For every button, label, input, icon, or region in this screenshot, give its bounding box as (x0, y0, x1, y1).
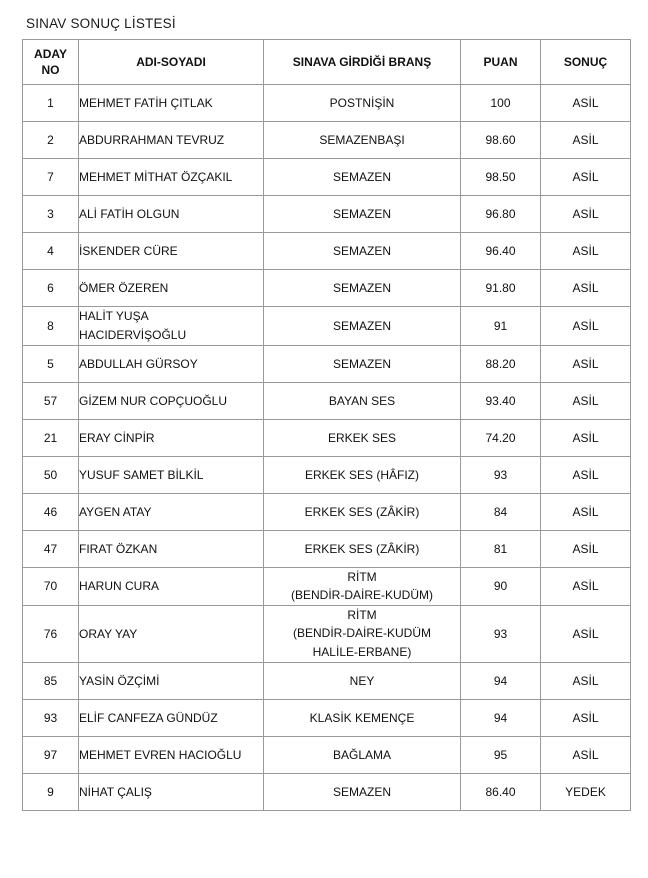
table-body (23, 85, 631, 810)
table-row (23, 699, 631, 736)
table-row (23, 773, 631, 810)
cell-result: ASİL (541, 233, 631, 270)
cell-branch: SEMAZEN (264, 307, 461, 345)
cell-score: 100 (461, 85, 541, 122)
table-header-row (23, 40, 631, 85)
cell-result: ASİL (541, 456, 631, 493)
table-row (23, 567, 631, 605)
cell-result: ASİL (541, 699, 631, 736)
cell-result: ASİL (541, 307, 631, 345)
cell-name: NİHAT ÇALIŞ (79, 773, 264, 810)
cell-candidate-no: 7 (23, 159, 79, 196)
table-row (23, 233, 631, 270)
cell-name: MEHMET FATİH ÇITLAK (79, 85, 264, 122)
table-header (23, 40, 631, 85)
cell-branch-line: RİTM (347, 607, 377, 622)
cell-result: ASİL (541, 382, 631, 419)
cell-result: ASİL (541, 736, 631, 773)
cell-name: ABDULLAH GÜRSOY (79, 345, 264, 382)
cell-candidate-no: 76 (23, 605, 79, 662)
cell-result: ASİL (541, 122, 631, 159)
cell-score: 86.40 (461, 773, 541, 810)
cell-branch-line: RİTM (347, 569, 377, 584)
table-row (23, 530, 631, 567)
cell-candidate-no: 6 (23, 270, 79, 307)
cell-name: MEHMET EVREN HACIOĞLU (79, 736, 264, 773)
cell-name: GİZEM NUR COPÇUOĞLU (79, 382, 264, 419)
cell-branch: SEMAZEN (264, 345, 461, 382)
table-row (23, 159, 631, 196)
cell-score: 93 (461, 456, 541, 493)
cell-candidate-no: 85 (23, 662, 79, 699)
cell-result: ASİL (541, 85, 631, 122)
cell-name: YUSUF SAMET BİLKİL (79, 456, 264, 493)
cell-score: 95 (461, 736, 541, 773)
cell-branch-line: HALİLE-ERBANE) (312, 644, 412, 659)
table-row (23, 493, 631, 530)
cell-candidate-no: 21 (23, 419, 79, 456)
cell-branch-line: (BENDİR-DAİRE-KUDÜM) (291, 588, 433, 603)
cell-branch: SEMAZEN (264, 270, 461, 307)
cell-branch: BAYAN SES (264, 382, 461, 419)
table-row (23, 419, 631, 456)
cell-branch: ERKEK SES (264, 419, 461, 456)
cell-score: 93.40 (461, 382, 541, 419)
cell-branch: KLASİK KEMENÇE (264, 699, 461, 736)
cell-branch: SEMAZENBAŞI (264, 122, 461, 159)
table-row (23, 382, 631, 419)
cell-branch: ERKEK SES (HÂFIZ) (264, 456, 461, 493)
cell-score: 94 (461, 699, 541, 736)
cell-result: ASİL (541, 345, 631, 382)
cell-score: 74.20 (461, 419, 541, 456)
cell-result: ASİL (541, 196, 631, 233)
table-row (23, 196, 631, 233)
cell-score: 93 (461, 605, 541, 662)
column-header-result: SONUÇ (541, 40, 631, 85)
table-row (23, 270, 631, 307)
column-header-candidate-no (23, 40, 79, 85)
cell-candidate-no: 9 (23, 773, 79, 810)
cell-candidate-no: 50 (23, 456, 79, 493)
cell-score: 90 (461, 567, 541, 605)
cell-result: ASİL (541, 662, 631, 699)
column-header-line: ADAY (34, 47, 67, 61)
cell-result: ASİL (541, 493, 631, 530)
cell-result: ASİL (541, 530, 631, 567)
cell-branch (264, 605, 461, 662)
cell-candidate-no: 57 (23, 382, 79, 419)
cell-candidate-no: 46 (23, 493, 79, 530)
exam-results-table (22, 39, 631, 811)
cell-name: ALİ FATİH OLGUN (79, 196, 264, 233)
cell-branch-line: (BENDİR-DAİRE-KUDÜM (293, 626, 431, 641)
cell-branch: SEMAZEN (264, 196, 461, 233)
table-row (23, 345, 631, 382)
cell-score: 91 (461, 307, 541, 345)
cell-candidate-no: 70 (23, 567, 79, 605)
cell-result: YEDEK (541, 773, 631, 810)
cell-candidate-no: 5 (23, 345, 79, 382)
cell-name-line: HALİT YUŞA (79, 309, 149, 324)
cell-result: ASİL (541, 419, 631, 456)
cell-name: ELİF CANFEZA GÜNDÜZ (79, 699, 264, 736)
table-row (23, 85, 631, 122)
column-header-score: PUAN (461, 40, 541, 85)
cell-result: ASİL (541, 567, 631, 605)
cell-score: 94 (461, 662, 541, 699)
cell-score: 96.80 (461, 196, 541, 233)
cell-result: ASİL (541, 270, 631, 307)
cell-candidate-no: 47 (23, 530, 79, 567)
cell-name: MEHMET MİTHAT ÖZÇAKIL (79, 159, 264, 196)
table-row (23, 736, 631, 773)
cell-result: ASİL (541, 159, 631, 196)
cell-candidate-no: 3 (23, 196, 79, 233)
cell-branch: SEMAZEN (264, 773, 461, 810)
table-row (23, 307, 631, 345)
cell-name: İSKENDER CÜRE (79, 233, 264, 270)
column-header-name: ADI-SOYADI (79, 40, 264, 85)
cell-branch: SEMAZEN (264, 159, 461, 196)
cell-name: ÖMER ÖZEREN (79, 270, 264, 307)
cell-name: FIRAT ÖZKAN (79, 530, 264, 567)
cell-branch: SEMAZEN (264, 233, 461, 270)
cell-candidate-no: 4 (23, 233, 79, 270)
cell-result: ASİL (541, 605, 631, 662)
cell-candidate-no: 1 (23, 85, 79, 122)
cell-name-line: HACIDERVİŞOĞLU (79, 327, 187, 342)
cell-name: ABDURRAHMAN TEVRUZ (79, 122, 264, 159)
cell-branch (264, 567, 461, 605)
cell-score: 98.60 (461, 122, 541, 159)
cell-name: ERAY CİNPİR (79, 419, 264, 456)
column-header-branch: SINAVA GİRDİĞİ BRANŞ (264, 40, 461, 85)
cell-name: YASİN ÖZÇİMİ (79, 662, 264, 699)
cell-candidate-no: 97 (23, 736, 79, 773)
cell-name: ORAY YAY (79, 605, 264, 662)
cell-branch: ERKEK SES (ZÂKİR) (264, 493, 461, 530)
cell-score: 88.20 (461, 345, 541, 382)
cell-candidate-no: 93 (23, 699, 79, 736)
page-title: SINAV SONUÇ LİSTESİ (26, 16, 176, 31)
cell-score: 81 (461, 530, 541, 567)
cell-score: 96.40 (461, 233, 541, 270)
cell-score: 84 (461, 493, 541, 530)
cell-name: HARUN CURA (79, 567, 264, 605)
table-row (23, 122, 631, 159)
cell-score: 91.80 (461, 270, 541, 307)
cell-name: AYGEN ATAY (79, 493, 264, 530)
table-row (23, 456, 631, 493)
cell-name (79, 307, 264, 345)
cell-score: 98.50 (461, 159, 541, 196)
table-row (23, 662, 631, 699)
cell-branch: ERKEK SES (ZÂKİR) (264, 530, 461, 567)
cell-branch: POSTNİŞİN (264, 85, 461, 122)
cell-branch: BAĞLAMA (264, 736, 461, 773)
cell-branch: NEY (264, 662, 461, 699)
cell-candidate-no: 8 (23, 307, 79, 345)
cell-candidate-no: 2 (23, 122, 79, 159)
table-row (23, 605, 631, 662)
column-header-line: NO (41, 63, 60, 78)
